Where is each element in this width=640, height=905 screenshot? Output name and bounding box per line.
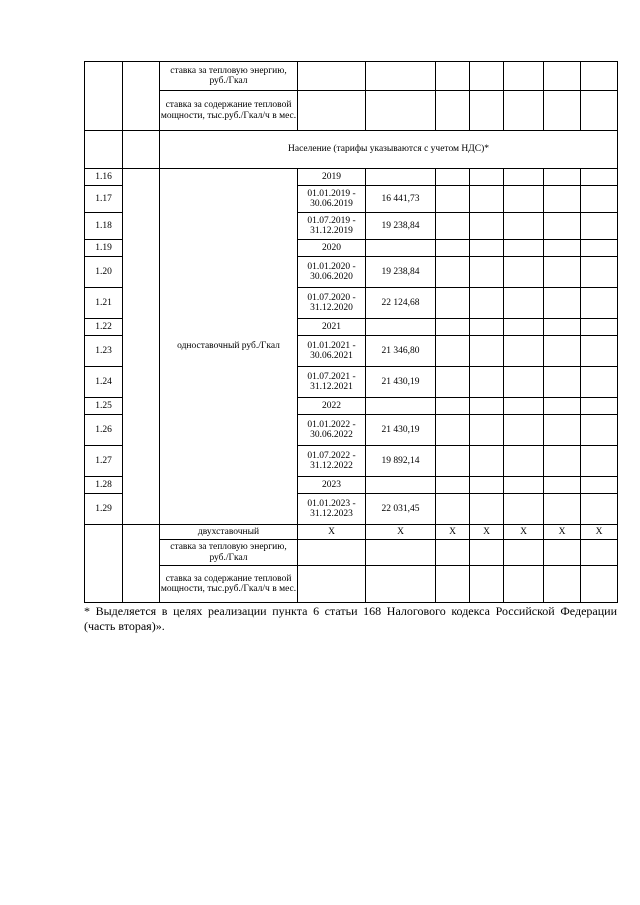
value-cell (366, 398, 436, 415)
table-row (85, 540, 618, 566)
two-part-row (85, 525, 618, 540)
value-cell (366, 477, 436, 494)
row-number: 1.29 (85, 494, 123, 525)
period-cell: 01.01.2020 - 30.06.2020 (298, 257, 366, 288)
row-number: 1.28 (85, 477, 123, 494)
period-cell: 01.01.2023 - 31.12.2023 (298, 494, 366, 525)
value-cell (366, 169, 436, 186)
section-title: Население (тарифы указываются с учетом НДС)* (160, 131, 618, 169)
row-number: 1.25 (85, 398, 123, 415)
value-cell: 21 430,19 (366, 415, 436, 446)
group-label: одноставочный руб./Гкал (160, 169, 298, 525)
row-number: 1.21 (85, 288, 123, 319)
row-number: 1.19 (85, 240, 123, 257)
tariff-table (84, 61, 618, 603)
row-number: 1.27 (85, 446, 123, 477)
table-row (85, 62, 618, 91)
row-number: 1.24 (85, 367, 123, 398)
heat-energy-rate-label: ставка за тепловую энергию, руб./Гкал (160, 540, 298, 566)
capacity-rate-label: ставка за содержание тепловой мощности, тыс.руб./Гкал/ч в мес. (160, 566, 298, 603)
period-cell: 01.07.2020 - 31.12.2020 (298, 288, 366, 319)
period-cell: 01.07.2021 - 31.12.2021 (298, 367, 366, 398)
blank-cell (123, 169, 160, 525)
period-cell: 01.07.2022 - 31.12.2022 (298, 446, 366, 477)
period-cell: 01.01.2022 - 30.06.2022 (298, 415, 366, 446)
row-number: 1.16 (85, 169, 123, 186)
value-cell: 22 124,68 (366, 288, 436, 319)
period-cell: 2022 (298, 398, 366, 415)
period-cell: 01.01.2019 - 30.06.2019 (298, 186, 366, 213)
period-cell: 2020 (298, 240, 366, 257)
x-mark: Х (298, 525, 366, 540)
row-number: 1.23 (85, 336, 123, 367)
two-part-label: двухставочный (160, 525, 298, 540)
period-cell: 2019 (298, 169, 366, 186)
row-number-cell (85, 62, 123, 131)
value-cell: 19 892,14 (366, 446, 436, 477)
x-mark: Х (436, 525, 470, 540)
x-mark: Х (504, 525, 544, 540)
value-cell: 19 238,84 (366, 213, 436, 240)
blank-cell (123, 525, 160, 603)
section-header-row (85, 131, 618, 169)
table-row (85, 566, 618, 603)
period-cell: 2021 (298, 319, 366, 336)
value-cell: 22 031,45 (366, 494, 436, 525)
x-mark: Х (366, 525, 436, 540)
row-number: 1.22 (85, 319, 123, 336)
x-mark: Х (581, 525, 618, 540)
heat-energy-rate-label: ставка за тепловую энергию, руб./Гкал (160, 62, 298, 91)
row-number: 1.18 (85, 213, 123, 240)
row-number: 1.17 (85, 186, 123, 213)
capacity-rate-label: ставка за содержание тепловой мощности, тыс.руб./Гкал/ч в мес. (160, 91, 298, 131)
x-mark: Х (544, 525, 581, 540)
value-cell: 21 346,80 (366, 336, 436, 367)
value-cell (366, 319, 436, 336)
period-cell: 01.07.2019 - 31.12.2019 (298, 213, 366, 240)
x-mark: Х (470, 525, 504, 540)
period-cell: 01.01.2021 - 30.06.2021 (298, 336, 366, 367)
value-cell (366, 240, 436, 257)
footnote: * Выделяется в целях реализации пункта 6 статьи 168 Налогового кодекса Российской Федерации (часть вторая)». (84, 604, 617, 633)
row-number-cell (85, 525, 123, 603)
value-cell: 16 441,73 (366, 186, 436, 213)
period-cell: 2023 (298, 477, 366, 494)
row-number: 1.26 (85, 415, 123, 446)
blank-cell (123, 62, 160, 131)
value-cell: 19 238,84 (366, 257, 436, 288)
value-cell: 21 430,19 (366, 367, 436, 398)
table-row (85, 91, 618, 131)
row-number: 1.20 (85, 257, 123, 288)
table-row (85, 169, 618, 186)
